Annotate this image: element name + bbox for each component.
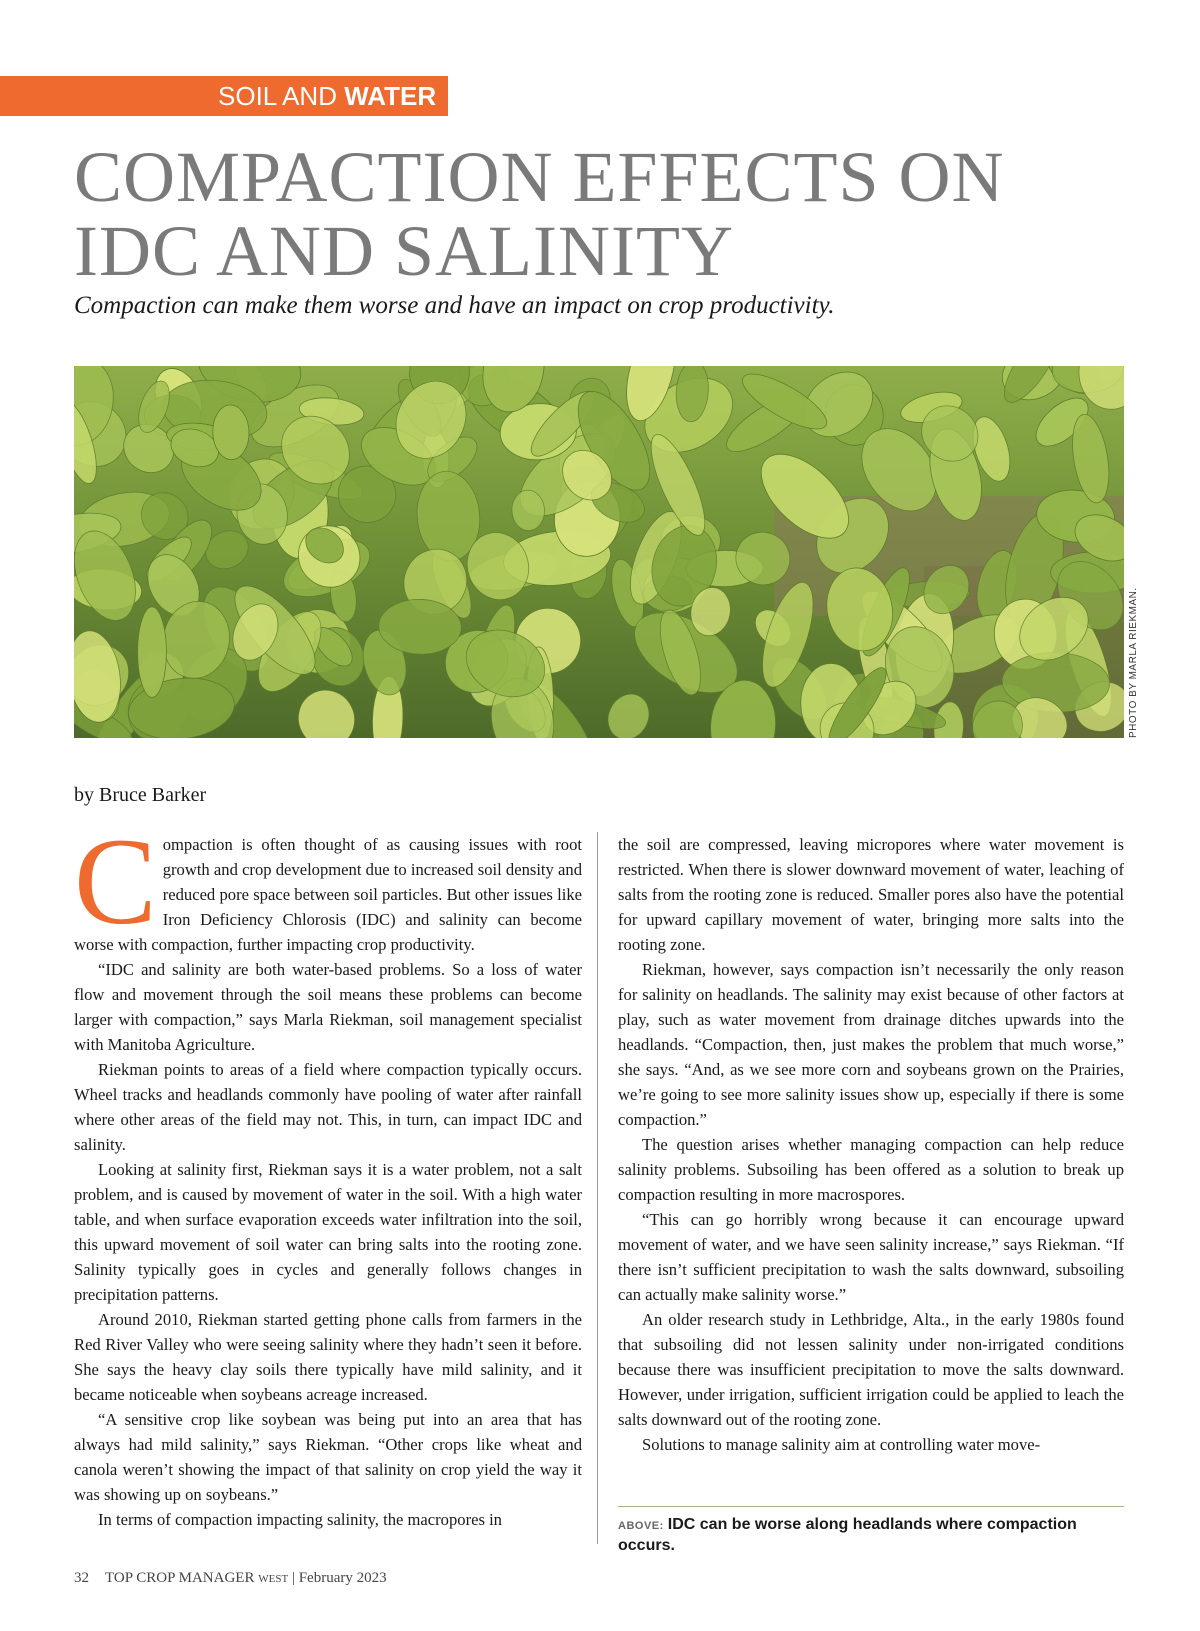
article-subtitle: Compaction can make them worse and have an impact on crop productivity.: [74, 292, 835, 319]
paragraph-3: Riekman points to areas of a field where compaction typically occurs. Wheel tracks and headlands commonly have pooling of water after rainfall where other areas of the field may not. This, in turn, can impact IDC and salinity.: [74, 1060, 582, 1154]
paragraph-2: “IDC and salinity are both water-based problems. So a loss of water flow and movement through the soil means these problems can become larger with compaction,” says Marla Riekman, soil management specialist with Manitoba Agriculture.: [74, 960, 582, 1054]
leaf-shape: [138, 607, 167, 697]
paragraph-10: The question arises whether managing compaction can help reduce salinity problems. Subsoiling has been offered as a solution to break up compaction resulting in more macrospores.: [618, 1135, 1124, 1204]
footer-separator: |: [288, 1570, 299, 1586]
magazine-name: TOP CROP MANAGER: [105, 1570, 255, 1586]
page-footer: [74, 1570, 387, 1587]
soybean-leaves-illustration: [74, 366, 1124, 738]
section-tag-bold: WATER: [344, 81, 437, 111]
paragraph-11: “This can go horribly wrong because it can encourage upward movement of water, and we have seen salinity increase,” says Riekman. “If there isn’t sufficient precipitation to wash the salts downward, subsoiling can actually make salinity worse.”: [618, 1210, 1124, 1304]
section-tag-light: SOIL AND: [218, 81, 345, 111]
column-divider: [597, 832, 598, 1544]
paragraph-9: Riekman, however, says compaction isn’t necessarily the only reason for salinity on headlands. The salinity may exist because of other factors at play, such as water movement from drainage ditches upwards into the headlands. “Compaction, then, just makes the problem that much worse,” she says. “And, as we see more corn and soybeans grown on the Prairies, we’re going to see more salinity issues show up, especially if there is some compaction.”: [618, 960, 1124, 1129]
paragraph-13: Solutions to manage salinity aim at controlling water move-: [642, 1435, 1041, 1454]
article-title: [74, 137, 1154, 291]
section-tag: [0, 76, 448, 116]
title-line-1: COMPACTION EFFECTS ON: [74, 137, 1005, 217]
drop-cap: C: [74, 813, 157, 950]
photo-caption: [618, 1506, 1124, 1556]
soybean-field-photo: [74, 366, 1124, 738]
paragraph-8: the soil are compressed, leaving micropores where water movement is restricted. When there is slower downward movement of water, leaching of salts from the rooting zone is reduced. Smaller pores also have the potential for upward capillary movement of water, bringing more salts into the rooting zone.: [618, 835, 1124, 954]
paragraph-4: Looking at salinity first, Riekman says it is a water problem, not a salt problem, and is caused by movement of water in the soil. With a high water table, and when surface evaporation exceeds water infiltration into the soil, this upward movement of soil water can bring salts into the rooting zone. Salinity typically goes in cycles and generally follows changes in precipitation patterns.: [74, 1160, 582, 1304]
page-number: 32: [74, 1570, 89, 1586]
paragraph-6: “A sensitive crop like soybean was being put into an area that has always had mild salinity,” says Riekman. “Other crops like wheat and canola weren’t showing the impact of that salinity on crop yield the way it was showing up on soybeans.”: [74, 1410, 582, 1504]
paragraph-1: [74, 813, 582, 957]
article-column-right: [618, 832, 1124, 1492]
paragraph-5: Around 2010, Riekman started getting phone calls from farmers in the Red River Valley who were seeing salinity where they hadn’t seen it before. She says the heavy clay soils there typically have mild salinity, and it became noticeable when soybeans acreage increased.: [74, 1310, 582, 1404]
caption-label: ABOVE:: [618, 1520, 664, 1532]
article-column-left: [74, 813, 582, 1552]
byline: by Bruce Barker: [74, 784, 207, 806]
magazine-edition: WEST: [258, 1573, 289, 1585]
issue-date: February 2023: [298, 1570, 387, 1586]
paragraph-1-text: ompaction is often thought of as causing issues with root growth and crop development due to increased soil density and reduced pore space between soil particles. But other issues like Iron Deficiency Chlorosis (IDC) and salinity can become worse with compaction, further impacting crop productivity.: [74, 835, 582, 954]
title-line-2: IDC AND SALINITY: [74, 211, 734, 291]
paragraph-12: An older research study in Lethbridge, Alta., in the early 1980s found that subsoiling did not lessen salinity under non-irrigated conditions because there was insufficient precipitation to move the salts downward. However, under irrigation, sufficient irrigation could be applied to leach the salts downward out of the rooting zone.: [618, 1310, 1124, 1429]
paragraph-7: In terms of compaction impacting salinity, the macropores in: [98, 1510, 502, 1529]
photo-credit: PHOTO BY MARLA RIEKMAN.: [1128, 587, 1139, 738]
caption-text: IDC can be worse along headlands where compaction occurs.: [618, 1516, 1077, 1554]
